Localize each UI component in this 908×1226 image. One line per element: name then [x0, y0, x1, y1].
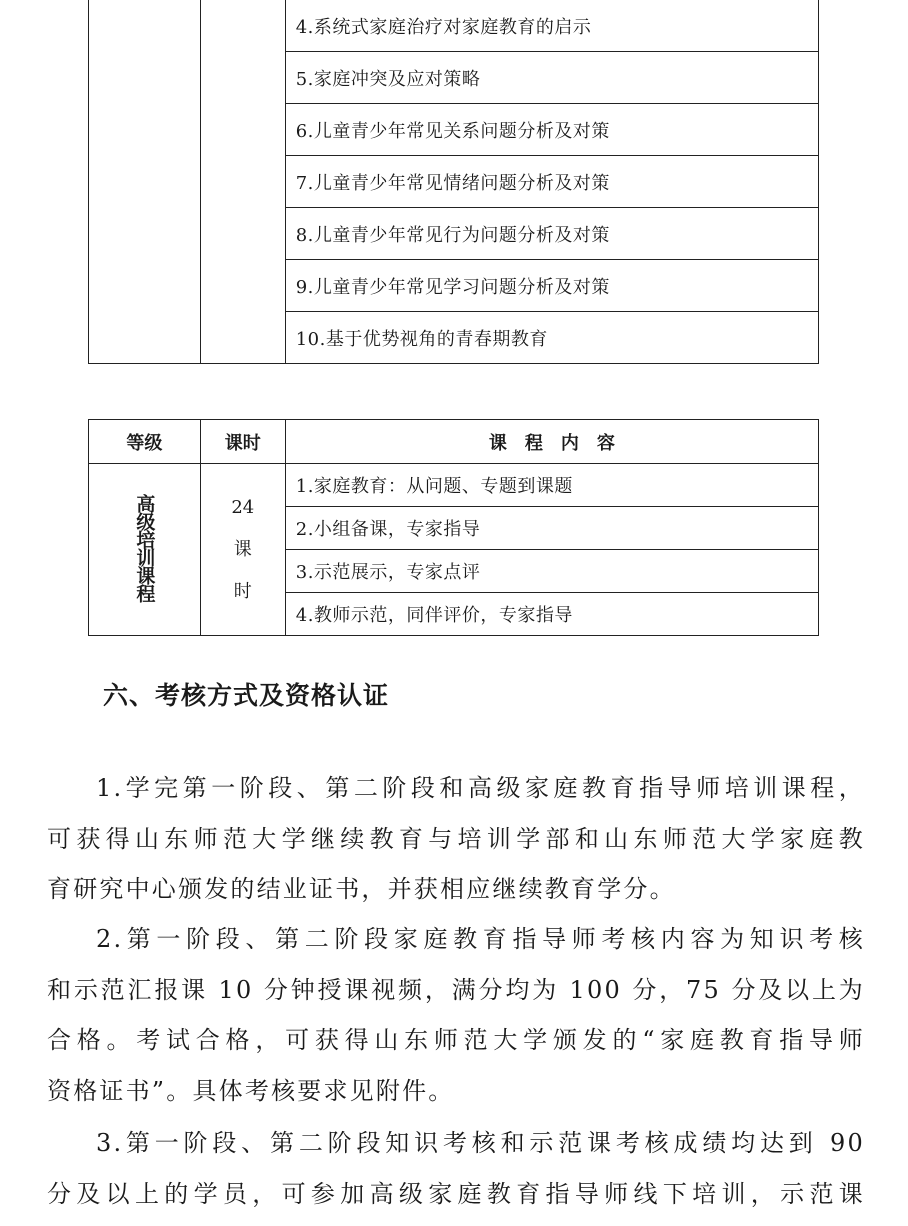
course-item: 9.儿童青少年常见学习问题分析及对策	[285, 260, 818, 312]
paragraph-line: 和示范汇报课 10 分钟授课视频，满分均为 100 分，75 分及以上为	[47, 975, 865, 1004]
level-label: 高级培训课程	[133, 493, 156, 602]
course-item: 10.基于优势视角的青春期教育	[285, 312, 818, 364]
paragraph-line: 合格。考试合格，可获得山东师范大学颁发的“家庭教育指导师	[47, 1026, 865, 1054]
course-item: 4.教师示范，同伴评价，专家指导	[285, 593, 818, 636]
section-title: 六、考核方式及资格认证	[103, 681, 390, 710]
paragraph-1	[47, 763, 865, 915]
level-cell	[89, 464, 201, 636]
hours-unit-1: 课	[233, 538, 252, 560]
hours-cell	[200, 464, 285, 636]
table-header-row	[89, 420, 819, 464]
course-item: 4.系统式家庭治疗对家庭教育的启示	[285, 0, 818, 52]
paragraph-line: 1.学完第一阶段、第二阶段和高级家庭教育指导师培训课程，	[96, 774, 865, 802]
paragraph-line: 3.第一阶段、第二阶段知识考核和示范课考核成绩均达到 90	[96, 1129, 865, 1157]
course-item: 2.小组备课，专家指导	[285, 507, 818, 550]
paragraph-line: 育研究中心颁发的结业证书，并获相应继续教育学分。	[47, 875, 676, 903]
course-item: 6.儿童青少年常见关系问题分析及对策	[285, 104, 818, 156]
course-item: 3.示范展示，专家点评	[285, 550, 818, 593]
paragraph-line: 资格证书”。具体考核要求见附件。	[47, 1076, 455, 1105]
table-row	[89, 0, 819, 52]
header-hours: 课时	[200, 420, 285, 464]
course-item: 5.家庭冲突及应对策略	[285, 52, 818, 104]
hours-number: 24	[231, 496, 255, 518]
course-table-continued	[88, 0, 819, 364]
table-row	[89, 464, 819, 507]
paragraph-line: 可获得山东师范大学继续教育与培训学部和山东师范大学家庭教	[47, 824, 865, 853]
paragraph-line: 分及以上的学员，可参加高级家庭教育指导师线下培训，示范课	[47, 1179, 865, 1208]
advanced-course-table	[88, 419, 819, 636]
course-item: 1.家庭教育：从问题、专题到课题	[285, 464, 818, 507]
paragraph-3	[47, 1118, 865, 1219]
paragraph-line: 2.第一阶段、第二阶段家庭教育指导师考核内容为知识考核	[96, 925, 865, 953]
header-level: 等级	[89, 420, 201, 464]
paragraph-2	[47, 914, 865, 1116]
course-item: 8.儿童青少年常见行为问题分析及对策	[285, 208, 818, 260]
hours-unit-2: 时	[233, 580, 252, 602]
course-item: 7.儿童青少年常见情绪问题分析及对策	[285, 156, 818, 208]
header-content: 课 程 内 容	[285, 420, 818, 464]
level-cell	[89, 0, 201, 364]
hours-cell	[200, 0, 285, 364]
